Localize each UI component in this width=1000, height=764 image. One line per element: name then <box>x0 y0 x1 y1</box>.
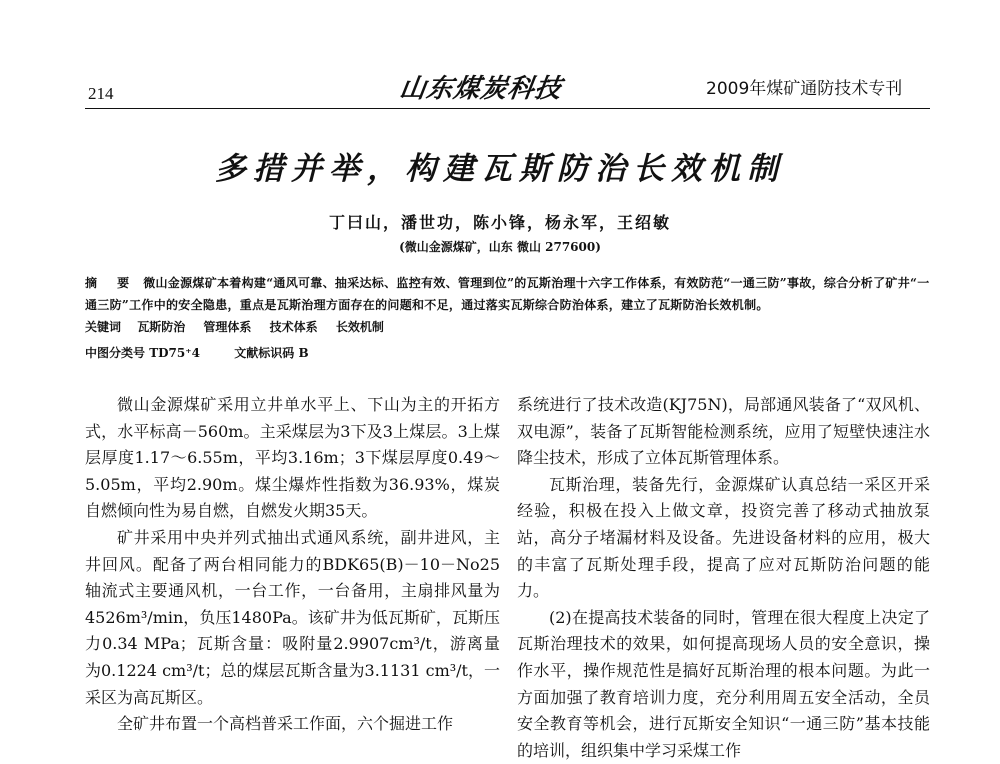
keyword-item: 技术体系 <box>269 320 318 334</box>
class-value: TD75⁺4 <box>149 346 200 360</box>
page-number: 214 <box>88 84 114 103</box>
doc-code-label: 文献标识码 <box>234 346 295 360</box>
paragraph: 瓦斯治理，装备先行，金源煤矿认真总结一采区开采经验，积极在投入上做文章，投资完善了移动式抽放泵站，高分子堵漏材料及设备。先进设备材料的应用，极大的丰富了瓦斯处理手段，提高了应对瓦斯防治问题的能力。 <box>517 474 930 601</box>
doc-code-value: B <box>298 346 309 360</box>
body-left-column <box>85 392 500 738</box>
paragraph: (2)在提高技术装备的同时，管理在很大程度上决定了瓦斯治理技术的效果，如何提高现场人员的安全意识，操作水平，操作规范性是搞好瓦斯治理的根本问题。为此一方面加强了教育培训力度，充分利用周五安全活动，全员安全教育等机会，进行瓦斯安全知识“一通三防”基本技能的培训，组织集中学习采煤工作 <box>517 607 930 760</box>
body-right-column <box>517 392 930 764</box>
abstract-label: 摘 要 <box>85 276 138 290</box>
keyword-item: 瓦斯防治 <box>137 320 186 334</box>
keyword-item: 管理体系 <box>203 320 252 334</box>
class-label: 中图分类号 <box>85 346 146 360</box>
affiliation: (微山金源煤矿，山东 微山 277600) <box>399 240 601 254</box>
paragraph: 系统进行了技术改造(KJ75N)，局部通风装备了“双风机、双电源”，装备了瓦斯智能检测系统，应用了短壁快速注水降尘技术，形成了立体瓦斯管理体系。 <box>517 395 930 468</box>
authors: 丁曰山，潘世功，陈小锋，杨永军，王绍敏 <box>328 213 671 232</box>
article-title: 多措并举，构建瓦斯防治长效机制 <box>215 151 785 187</box>
abstract <box>85 272 930 316</box>
classification <box>85 344 930 361</box>
issue-title: 2009年煤矿通防技术专刊 <box>706 79 903 99</box>
header-rule <box>85 108 930 109</box>
keyword-item: 长效机制 <box>335 320 384 334</box>
keywords-label: 关键词 <box>85 320 122 334</box>
paragraph: 全矿井布置一个高档普采工作面，六个掘进工作 <box>117 714 454 734</box>
paragraph: 矿井采用中央并列式抽出式通风系统，副井进风，主井回风。配备了两台相同能力的BDK65(B)－10－No25轴流式主要通风机，一台工作，一台备用，主扇排风量为4526m³/min，负压1480Pa。该矿井为低瓦斯矿，瓦斯压力0.34 MPa；瓦斯含量：吸附量2.9907cm³/t，游离量为0.1224 cm³/t；总的煤层瓦斯含量为3.1131 cm³/t，一采区为高瓦斯区。 <box>85 527 500 707</box>
journal-logo: 山东煤炭科技 <box>397 74 564 104</box>
abstract-text: 微山金源煤矿本着构建“通风可靠、抽采达标、监控有效、管理到位”的瓦斯治理十六字工作体系，有效防范“一通三防”事故，综合分析了矿井“一通三防”工作中的安全隐患，重点是瓦斯治理方面存在的问题和不足，通过落实瓦斯综合防治体系，建立了瓦斯防治长效机制。 <box>85 276 930 312</box>
paragraph: 微山金源煤矿采用立井单水平上、下山为主的开拓方式，水平标高－560m。主采煤层为3下及3上煤层。3上煤层厚度1.17～6.55m，平均3.16m；3下煤层厚度0.49～5.05m，平均2.90m。煤尘爆炸性指数为36.93%，煤炭自燃倾向性为易自燃，自燃发火期35天。 <box>85 395 500 521</box>
keywords <box>85 318 930 335</box>
